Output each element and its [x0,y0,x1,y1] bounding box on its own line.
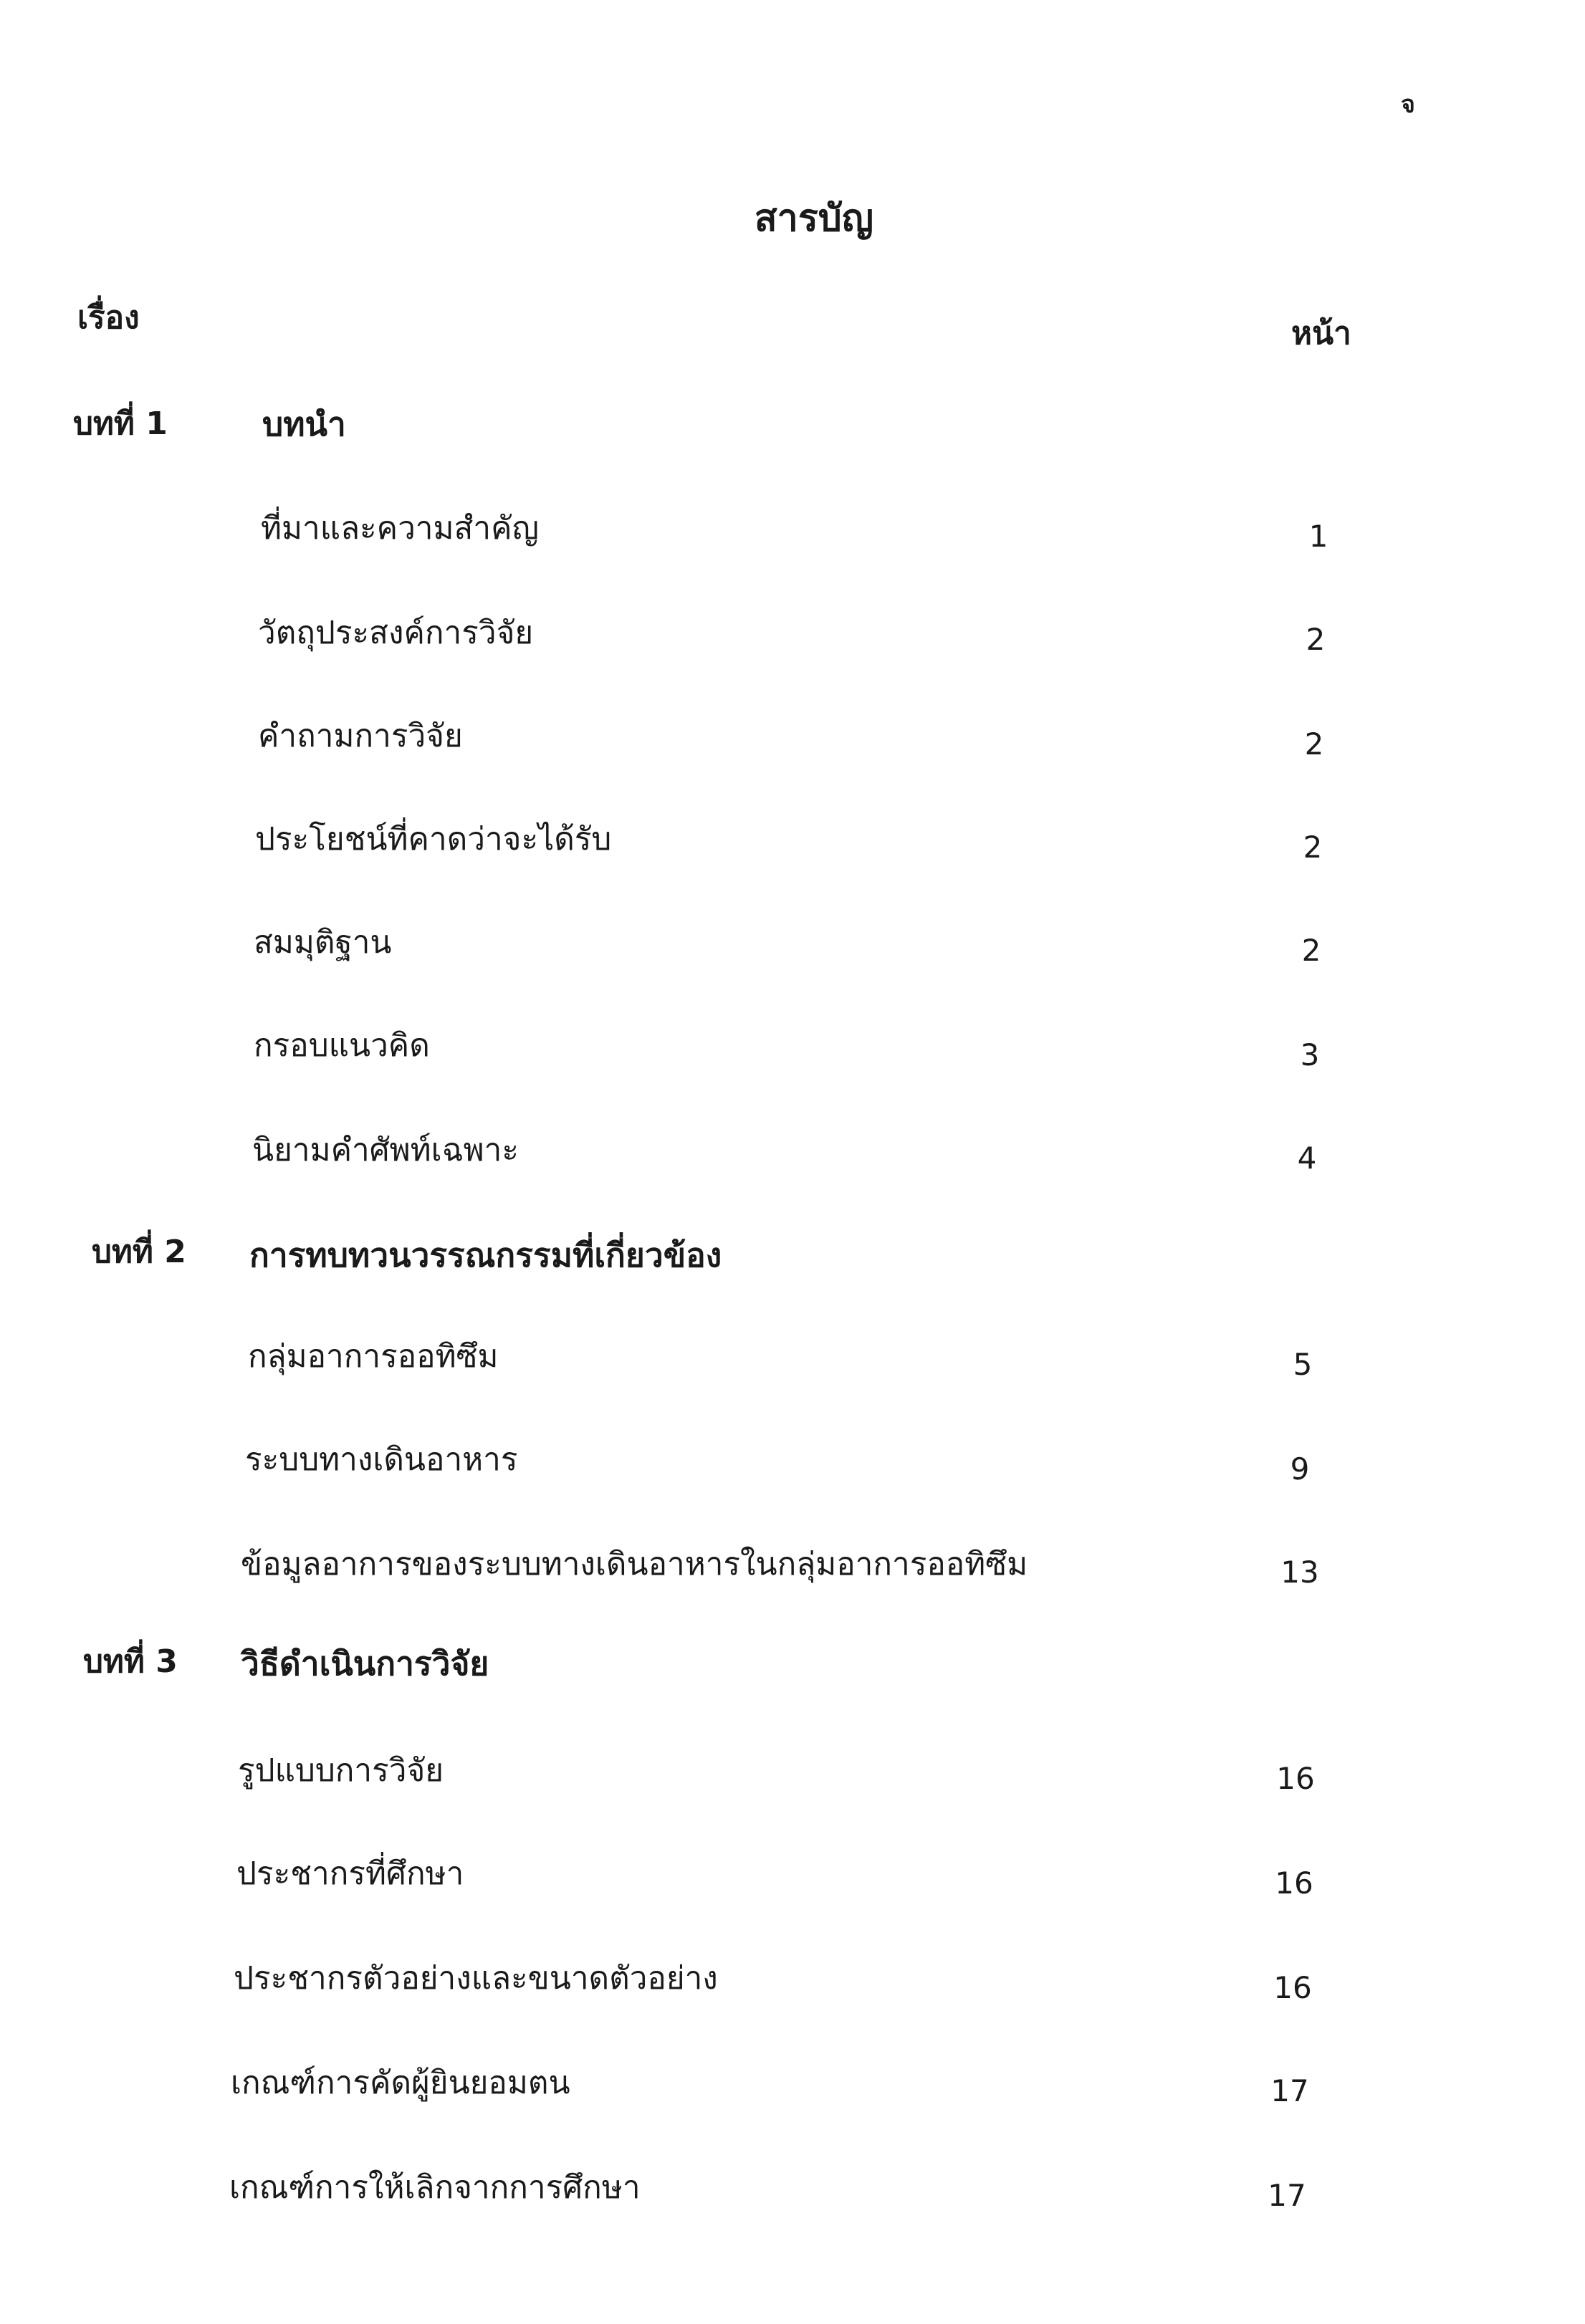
chapter-3-title: วิธีดำเนินการวิจัย [241,1644,489,1683]
toc-page-number: 16 [1276,1761,1315,1796]
toc-entry: นิยามคำศัพท์เฉพาะ [252,1132,519,1168]
toc-entry: ประโยชน์ที่คาดว่าจะได้รับ [255,821,612,858]
page-title: สารบัญ [754,197,874,240]
toc-entry: วัตถุประสงค์การวิจัย [258,615,534,651]
toc-entry: ประชากรตัวอย่างและขนาดตัวอย่าง [234,1960,718,1997]
toc-entry: รูปแบบการวิจัย [238,1752,444,1789]
toc-entry: สมมุติฐาน [254,924,392,961]
toc-page-number: 17 [1270,2073,1309,2108]
toc-entry: กลุ่มอาการออทิซึม [248,1338,499,1375]
toc-page-number: 1 [1308,519,1328,554]
toc-page-number: 13 [1280,1555,1319,1590]
chapter-1-title: บทนำ [262,405,346,443]
toc-entry: เกณฑ์การคัดผู้ยินยอมตน [231,2065,570,2101]
chapter-2-number: บทที่ 2 [92,1234,186,1270]
toc-entry: ที่มาและความสำคัญ [261,510,540,547]
toc-page-number: 2 [1306,622,1326,657]
page-column-header: หน้า [1291,315,1351,352]
chapter-3-number: บทที่ 3 [83,1643,178,1680]
toc-entry: กรอบแนวคิด [254,1027,430,1064]
toc-entry: เกณฑ์การให้เลิกจากการศึกษา [229,2169,641,2206]
toc-entry: ระบบทางเดินอาหาร [245,1441,518,1478]
toc-page-number: 5 [1293,1347,1313,1382]
toc-page-number: 17 [1268,2178,1306,2213]
toc-page-number: 4 [1297,1141,1317,1176]
toc-entry: ข้อมูลอาการของระบบทางเดินอาหารในกลุ่มอาการออทิซึม [241,1546,1028,1583]
toc-page-number: 2 [1304,726,1324,762]
toc-page-number: 2 [1303,830,1323,865]
toc-page-number: 16 [1273,1970,1312,2005]
chapter-1-number: บทที่ 1 [73,405,168,442]
toc-entry: คำถามการวิจัย [258,718,463,754]
toc-page-number: 9 [1290,1451,1310,1487]
toc-entry: ประชากรที่ศึกษา [236,1855,464,1892]
toc-page-number: 3 [1300,1037,1320,1072]
toc-page-number: 16 [1275,1866,1313,1901]
page-number-mark: จ [1401,90,1415,119]
topic-column-header: เรื่อง [77,299,140,336]
chapter-2-title: การทบทวนวรรณกรรมที่เกี่ยวข้อง [249,1236,722,1274]
toc-page-number: 2 [1301,933,1321,968]
